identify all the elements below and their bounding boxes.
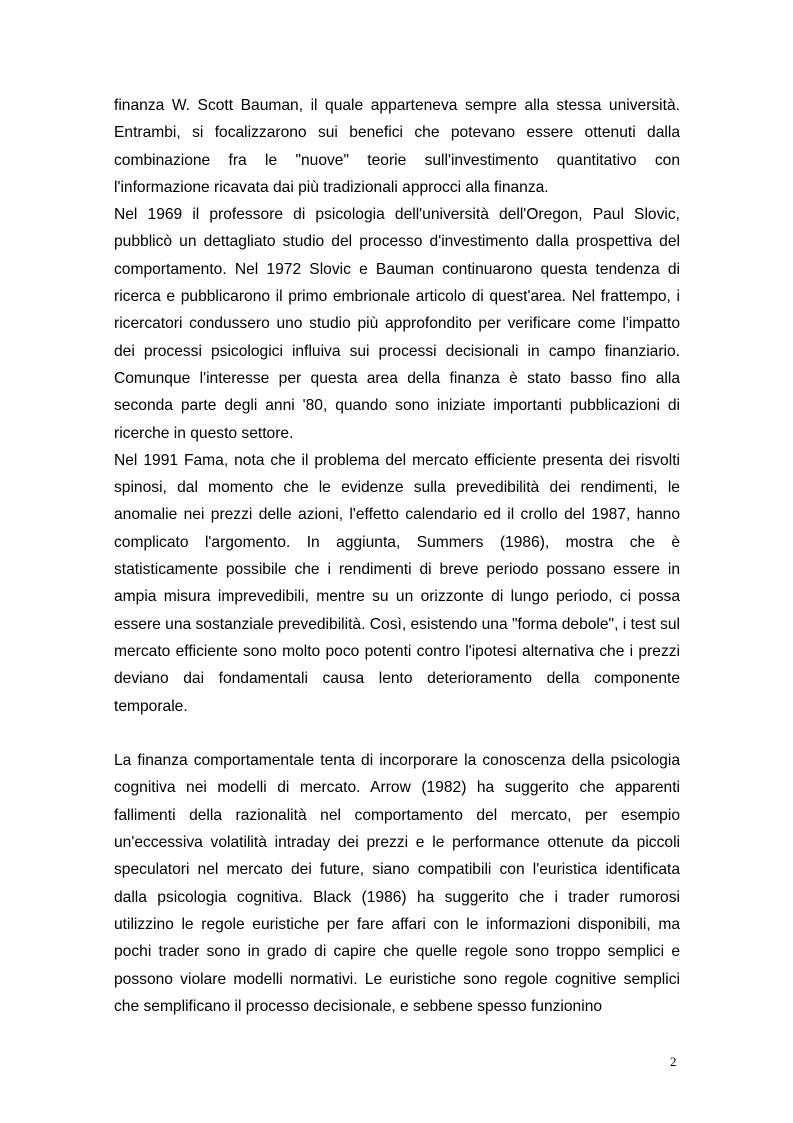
paragraph-slovic-1969: Nel 1969 il professore di psicologia dell'università dell'Oregon, Paul Slovic, pubblicò un dettagliato studio del processo d'investimento dalla prospettiva del comportamento. Nel 1972 Slovic e Bauman continuarono questa tendenza di ricerca e pubblicarono il primo embrionale articolo di quest'area. Nel frattempo, i ricercatori condussero uno studio più approfondito per verificare come l'impatto dei processi psicologici influiva sui processi decisionali in campo finanziario. Comunque l'interesse per questa area della finanza è stato basso fino alla seconda parte degli anni '80, quando sono iniziate importanti pubblicazioni di ricerche in questo settore. [114,206,680,442]
body-text [114,92,680,1020]
paragraph-behavioral-finance: La finanza comportamentale tenta di incorporare la conoscenza della psicologia cognitiva nei modelli di mercato. Arrow (1982) ha suggerito che apparenti fallimenti della razionalità nel comportamento del mercato, per esempio un'eccessiva volatilità intraday dei prezzi e le performance ottenute da piccoli speculatori nel mercato dei future, siano compatibili con l'euristica identificata dalla psicologia cognitiva. Black (1986) ha suggerito che i trader rumorosi utilizzino le regole euristiche per fare affari con le informazioni disponibili, ma pochi trader sono in grado di capire che quelle regole sono troppo semplici e possono violare modelli normativi. Le euristiche sono regole cognitive semplici che semplificano il processo decisionale, e sebbene spesso funzionino [114,752,680,1015]
paragraph-bauman-intro: finanza W. Scott Bauman, il quale apparteneva sempre alla stessa università. Entrambi, si focalizzarono sui benefici che potevano essere ottenuti dalla combinazione fra le "nuove" teorie sull'investimento quantitativo con l'informazione ricavata dai più tradizionali approcci alla finanza. [114,97,680,196]
page-number: 2 [670,1054,677,1069]
paragraph-fama-1991: Nel 1991 Fama, nota che il problema del mercato efficiente presenta dei risvolti spinosi, dal momento che le evidenze sulla prevedibilità dei rendimenti, le anomalie nei prezzi delle azioni, l'effetto calendario ed il crollo del 1987, hanno complicato l'argomento. In aggiunta, Summers (1986), mostra che è statisticamente possibile che i rendimenti di breve periodo possano essere in ampia misura imprevedibili, mentre su un orizzonte di lungo periodo, ci possa essere una sostanziale prevedibilità. Così, esistendo una "forma debole", i test sul mercato efficiente sono molto poco potenti contro l'ipotesi alternativa che i prezzi deviano dai fondamentali causa lento deterioramento della componente temporale. [114,451,680,715]
paragraph-spacer [114,720,680,747]
